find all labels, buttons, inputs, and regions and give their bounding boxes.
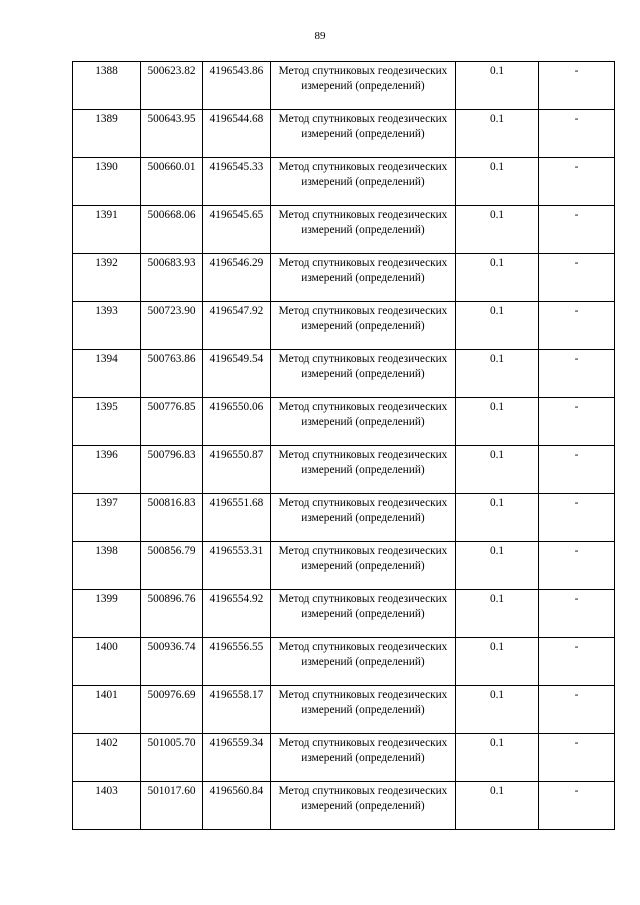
extra-cell: - xyxy=(539,62,615,110)
x-coordinate-cell: 500643.95 xyxy=(141,110,203,158)
method-cell: Метод спутниковых геодезических измерений (определений) xyxy=(271,302,456,350)
accuracy-cell: 0.1 xyxy=(456,158,539,206)
y-coordinate-cell: 4196545.65 xyxy=(203,206,271,254)
point-number-cell: 1388 xyxy=(73,62,141,110)
method-cell: Метод спутниковых геодезических измерений (определений) xyxy=(271,590,456,638)
table-row xyxy=(73,782,615,830)
page-number: 89 xyxy=(314,30,326,42)
accuracy-cell: 0.1 xyxy=(456,590,539,638)
table-row xyxy=(73,494,615,542)
point-number-cell: 1401 xyxy=(73,686,141,734)
method-cell: Метод спутниковых геодезических измерений (определений) xyxy=(271,206,456,254)
extra-cell: - xyxy=(539,398,615,446)
extra-cell: - xyxy=(539,254,615,302)
point-number-cell: 1392 xyxy=(73,254,141,302)
point-number-cell: 1393 xyxy=(73,302,141,350)
accuracy-cell: 0.1 xyxy=(456,446,539,494)
method-cell: Метод спутниковых геодезических измерений (определений) xyxy=(271,62,456,110)
extra-cell: - xyxy=(539,110,615,158)
point-number-cell: 1402 xyxy=(73,734,141,782)
y-coordinate-cell: 4196550.87 xyxy=(203,446,271,494)
point-number-cell: 1390 xyxy=(73,158,141,206)
x-coordinate-cell: 500668.06 xyxy=(141,206,203,254)
table-row xyxy=(73,446,615,494)
extra-cell: - xyxy=(539,542,615,590)
extra-cell: - xyxy=(539,158,615,206)
accuracy-cell: 0.1 xyxy=(456,302,539,350)
accuracy-cell: 0.1 xyxy=(456,638,539,686)
accuracy-cell: 0.1 xyxy=(456,494,539,542)
point-number-cell: 1400 xyxy=(73,638,141,686)
point-number-cell: 1399 xyxy=(73,590,141,638)
table-row xyxy=(73,734,615,782)
y-coordinate-cell: 4196550.06 xyxy=(203,398,271,446)
table-row xyxy=(73,62,615,110)
point-number-cell: 1395 xyxy=(73,398,141,446)
table-row xyxy=(73,158,615,206)
y-coordinate-cell: 4196544.68 xyxy=(203,110,271,158)
accuracy-cell: 0.1 xyxy=(456,110,539,158)
extra-cell: - xyxy=(539,590,615,638)
x-coordinate-cell: 500660.01 xyxy=(141,158,203,206)
point-number-cell: 1389 xyxy=(73,110,141,158)
x-coordinate-cell: 500763.86 xyxy=(141,350,203,398)
extra-cell: - xyxy=(539,734,615,782)
coordinates-table xyxy=(72,61,615,830)
extra-cell: - xyxy=(539,206,615,254)
x-coordinate-cell: 500976.69 xyxy=(141,686,203,734)
accuracy-cell: 0.1 xyxy=(456,206,539,254)
accuracy-cell: 0.1 xyxy=(456,542,539,590)
x-coordinate-cell: 501017.60 xyxy=(141,782,203,830)
method-cell: Метод спутниковых геодезических измерений (определений) xyxy=(271,782,456,830)
x-coordinate-cell: 500816.83 xyxy=(141,494,203,542)
table-row xyxy=(73,302,615,350)
y-coordinate-cell: 4196546.29 xyxy=(203,254,271,302)
extra-cell: - xyxy=(539,782,615,830)
table-row xyxy=(73,686,615,734)
table-row xyxy=(73,206,615,254)
method-cell: Метод спутниковых геодезических измерений (определений) xyxy=(271,686,456,734)
point-number-cell: 1394 xyxy=(73,350,141,398)
method-cell: Метод спутниковых геодезических измерений (определений) xyxy=(271,158,456,206)
x-coordinate-cell: 500776.85 xyxy=(141,398,203,446)
accuracy-cell: 0.1 xyxy=(456,398,539,446)
x-coordinate-cell: 500856.79 xyxy=(141,542,203,590)
extra-cell: - xyxy=(539,494,615,542)
extra-cell: - xyxy=(539,686,615,734)
table-row xyxy=(73,110,615,158)
x-coordinate-cell: 500723.90 xyxy=(141,302,203,350)
method-cell: Метод спутниковых геодезических измерений (определений) xyxy=(271,494,456,542)
method-cell: Метод спутниковых геодезических измерений (определений) xyxy=(271,398,456,446)
method-cell: Метод спутниковых геодезических измерений (определений) xyxy=(271,446,456,494)
method-cell: Метод спутниковых геодезических измерений (определений) xyxy=(271,734,456,782)
extra-cell: - xyxy=(539,638,615,686)
accuracy-cell: 0.1 xyxy=(456,782,539,830)
table-row xyxy=(73,590,615,638)
y-coordinate-cell: 4196549.54 xyxy=(203,350,271,398)
y-coordinate-cell: 4196559.34 xyxy=(203,734,271,782)
x-coordinate-cell: 500896.76 xyxy=(141,590,203,638)
table-row xyxy=(73,254,615,302)
y-coordinate-cell: 4196556.55 xyxy=(203,638,271,686)
y-coordinate-cell: 4196545.33 xyxy=(203,158,271,206)
y-coordinate-cell: 4196554.92 xyxy=(203,590,271,638)
y-coordinate-cell: 4196560.84 xyxy=(203,782,271,830)
y-coordinate-cell: 4196553.31 xyxy=(203,542,271,590)
extra-cell: - xyxy=(539,446,615,494)
table-row xyxy=(73,398,615,446)
point-number-cell: 1391 xyxy=(73,206,141,254)
point-number-cell: 1398 xyxy=(73,542,141,590)
table-row xyxy=(73,350,615,398)
method-cell: Метод спутниковых геодезических измерений (определений) xyxy=(271,350,456,398)
x-coordinate-cell: 500683.93 xyxy=(141,254,203,302)
y-coordinate-cell: 4196543.86 xyxy=(203,62,271,110)
table-row xyxy=(73,638,615,686)
y-coordinate-cell: 4196558.17 xyxy=(203,686,271,734)
extra-cell: - xyxy=(539,350,615,398)
accuracy-cell: 0.1 xyxy=(456,350,539,398)
x-coordinate-cell: 500796.83 xyxy=(141,446,203,494)
method-cell: Метод спутниковых геодезических измерений (определений) xyxy=(271,638,456,686)
accuracy-cell: 0.1 xyxy=(456,686,539,734)
point-number-cell: 1403 xyxy=(73,782,141,830)
accuracy-cell: 0.1 xyxy=(456,734,539,782)
x-coordinate-cell: 500936.74 xyxy=(141,638,203,686)
method-cell: Метод спутниковых геодезических измерений (определений) xyxy=(271,542,456,590)
point-number-cell: 1396 xyxy=(73,446,141,494)
table-row xyxy=(73,542,615,590)
x-coordinate-cell: 500623.82 xyxy=(141,62,203,110)
accuracy-cell: 0.1 xyxy=(456,254,539,302)
point-number-cell: 1397 xyxy=(73,494,141,542)
y-coordinate-cell: 4196551.68 xyxy=(203,494,271,542)
method-cell: Метод спутниковых геодезических измерений (определений) xyxy=(271,254,456,302)
extra-cell: - xyxy=(539,302,615,350)
x-coordinate-cell: 501005.70 xyxy=(141,734,203,782)
accuracy-cell: 0.1 xyxy=(456,62,539,110)
method-cell: Метод спутниковых геодезических измерений (определений) xyxy=(271,110,456,158)
coordinates-table-body xyxy=(73,62,615,830)
y-coordinate-cell: 4196547.92 xyxy=(203,302,271,350)
